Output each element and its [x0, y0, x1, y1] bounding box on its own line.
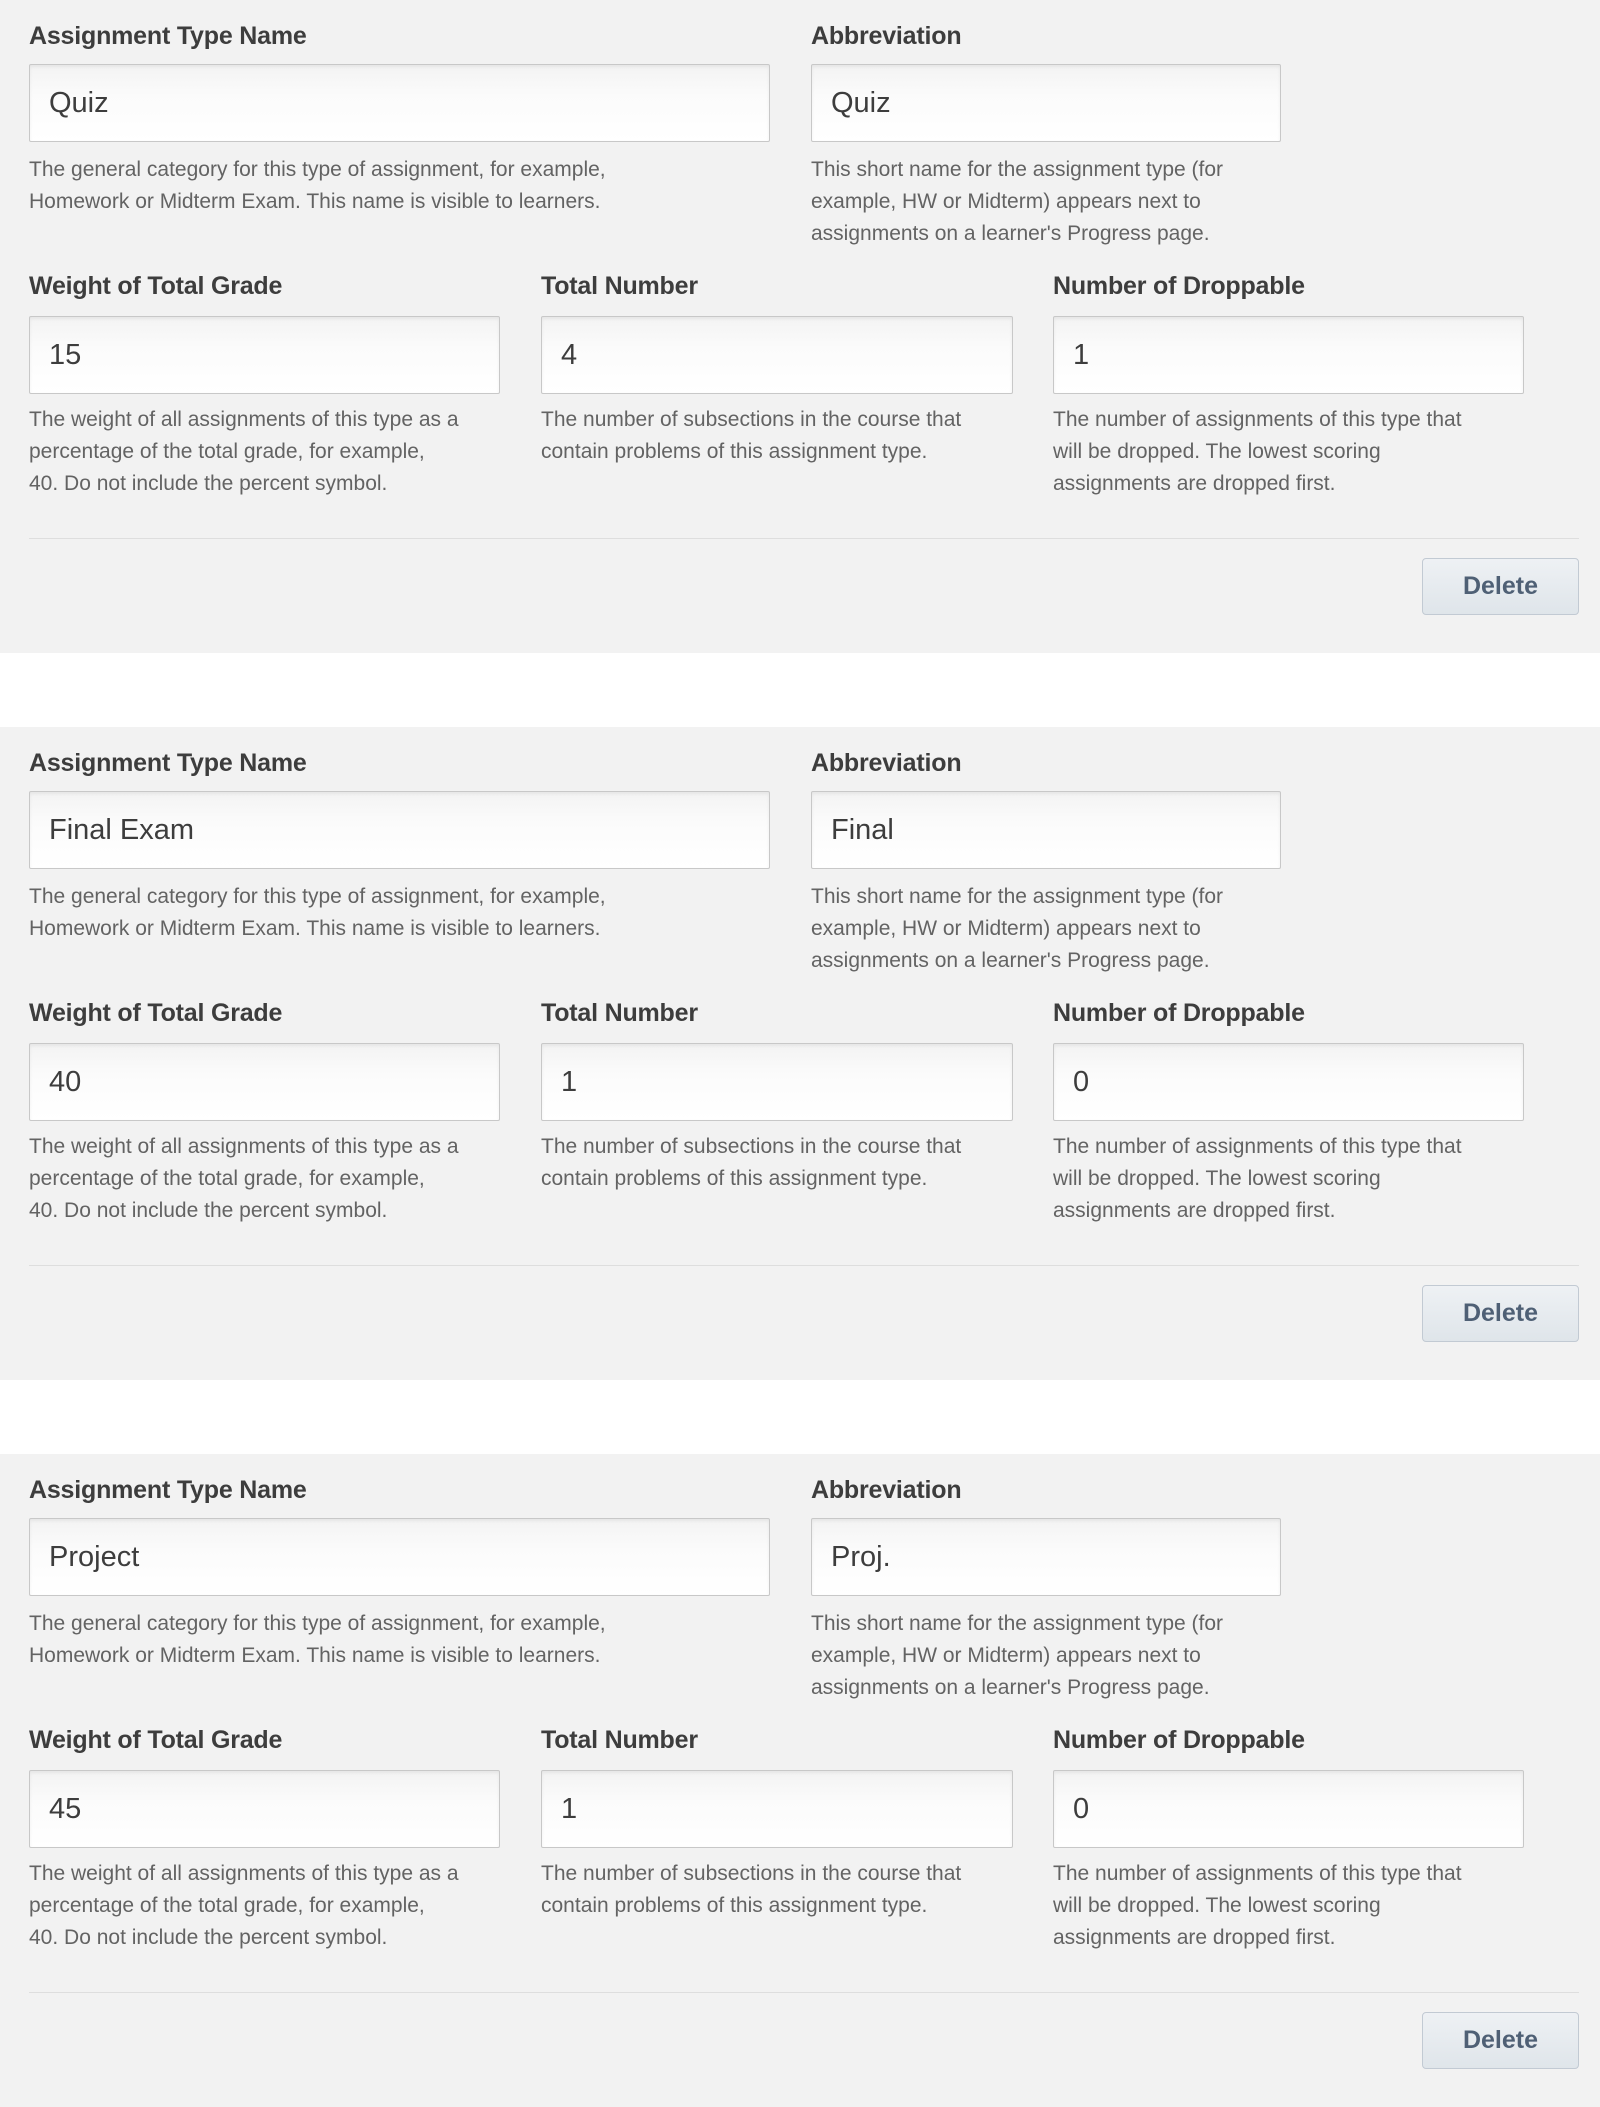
help-line: example, HW or Midterm) appears next to: [811, 1644, 1201, 1667]
abbreviation-label: Abbreviation: [811, 22, 962, 50]
help-line: will be dropped. The lowest scoring: [1053, 440, 1381, 463]
total-number-label: Total Number: [541, 999, 698, 1027]
weight-help: [29, 404, 459, 500]
droppable-label: Number of Droppable: [1053, 999, 1305, 1027]
help-line: example, HW or Midterm) appears next to: [811, 917, 1201, 940]
help-line: The general category for this type of assignment, for example,: [29, 158, 606, 181]
droppable-help: [1053, 1858, 1462, 1954]
weight-label: Weight of Total Grade: [29, 999, 283, 1027]
droppable-label: Number of Droppable: [1053, 1726, 1305, 1754]
weight-label: Weight of Total Grade: [29, 1726, 283, 1754]
help-line: 40. Do not include the percent symbol.: [29, 472, 388, 495]
weight-help: [29, 1858, 459, 1954]
abbreviation-help: [811, 1608, 1223, 1704]
help-line: The number of assignments of this type that: [1053, 1135, 1462, 1158]
help-line: 40. Do not include the percent symbol.: [29, 1926, 388, 1949]
abbreviation-label: Abbreviation: [811, 749, 962, 777]
assignment-type-section: [0, 1454, 1600, 2107]
abbreviation-label: Abbreviation: [811, 1476, 962, 1504]
help-line: contain problems of this assignment type.: [541, 1167, 928, 1190]
help-line: assignments on a learner's Progress page.: [811, 1676, 1210, 1699]
weight-input[interactable]: 40: [29, 1043, 500, 1121]
delete-button[interactable]: Delete: [1422, 558, 1579, 615]
assignment-type-name-label: Assignment Type Name: [29, 749, 307, 777]
divider: [29, 1992, 1579, 1993]
assignment-type-name-input[interactable]: Quiz: [29, 64, 770, 142]
divider: [29, 1265, 1579, 1266]
weight-help: [29, 1131, 459, 1227]
total-number-help: [541, 404, 961, 468]
help-line: 40. Do not include the percent symbol.: [29, 1199, 388, 1222]
help-line: percentage of the total grade, for example,: [29, 440, 425, 463]
delete-button[interactable]: Delete: [1422, 2012, 1579, 2069]
help-line: The number of subsections in the course that: [541, 1862, 962, 1885]
total-number-label: Total Number: [541, 272, 698, 300]
help-line: This short name for the assignment type (for: [811, 1612, 1224, 1635]
help-line: The general category for this type of assignment, for example,: [29, 1612, 606, 1635]
total-number-label: Total Number: [541, 1726, 698, 1754]
help-line: This short name for the assignment type (for: [811, 885, 1224, 908]
abbreviation-input[interactable]: Proj.: [811, 1518, 1281, 1596]
total-number-help: [541, 1131, 961, 1195]
droppable-input[interactable]: 0: [1053, 1043, 1524, 1121]
help-line: The number of assignments of this type that: [1053, 408, 1462, 431]
help-line: assignments are dropped first.: [1053, 472, 1336, 495]
assignment-type-name-help: [29, 1608, 606, 1672]
weight-input[interactable]: 45: [29, 1770, 500, 1848]
assignment-type-name-input[interactable]: Project: [29, 1518, 770, 1596]
assignment-type-name-input[interactable]: Final Exam: [29, 791, 770, 869]
help-line: The weight of all assignments of this type as a: [29, 1862, 459, 1885]
total-number-input[interactable]: 1: [541, 1043, 1013, 1121]
help-line: Homework or Midterm Exam. This name is visible to learners.: [29, 917, 601, 940]
abbreviation-input[interactable]: Quiz: [811, 64, 1281, 142]
help-line: example, HW or Midterm) appears next to: [811, 190, 1201, 213]
help-line: percentage of the total grade, for example,: [29, 1894, 425, 1917]
assignment-type-section: [0, 727, 1600, 1380]
help-line: The number of assignments of this type that: [1053, 1862, 1462, 1885]
help-line: The number of subsections in the course that: [541, 1135, 962, 1158]
abbreviation-help: [811, 154, 1223, 250]
help-line: percentage of the total grade, for example,: [29, 1167, 425, 1190]
droppable-input[interactable]: 1: [1053, 316, 1524, 394]
droppable-help: [1053, 1131, 1462, 1227]
total-number-input[interactable]: 4: [541, 316, 1013, 394]
help-line: The number of subsections in the course that: [541, 408, 962, 431]
total-number-help: [541, 1858, 961, 1922]
divider: [29, 538, 1579, 539]
assignment-type-name-label: Assignment Type Name: [29, 1476, 307, 1504]
help-line: The weight of all assignments of this type as a: [29, 408, 459, 431]
help-line: assignments on a learner's Progress page.: [811, 222, 1210, 245]
help-line: Homework or Midterm Exam. This name is visible to learners.: [29, 1644, 601, 1667]
assignment-type-section: [0, 0, 1600, 653]
weight-label: Weight of Total Grade: [29, 272, 283, 300]
weight-input[interactable]: 15: [29, 316, 500, 394]
assignment-type-name-help: [29, 881, 606, 945]
droppable-label: Number of Droppable: [1053, 272, 1305, 300]
droppable-input[interactable]: 0: [1053, 1770, 1524, 1848]
total-number-input[interactable]: 1: [541, 1770, 1013, 1848]
help-line: will be dropped. The lowest scoring: [1053, 1167, 1381, 1190]
help-line: assignments on a learner's Progress page.: [811, 949, 1210, 972]
help-line: will be dropped. The lowest scoring: [1053, 1894, 1381, 1917]
delete-button[interactable]: Delete: [1422, 1285, 1579, 1342]
droppable-help: [1053, 404, 1462, 500]
abbreviation-help: [811, 881, 1223, 977]
help-line: This short name for the assignment type (for: [811, 158, 1224, 181]
help-line: assignments are dropped first.: [1053, 1926, 1336, 1949]
help-line: The weight of all assignments of this type as a: [29, 1135, 459, 1158]
help-line: The general category for this type of assignment, for example,: [29, 885, 606, 908]
assignment-type-name-label: Assignment Type Name: [29, 22, 307, 50]
help-line: contain problems of this assignment type.: [541, 440, 928, 463]
help-line: contain problems of this assignment type.: [541, 1894, 928, 1917]
help-line: Homework or Midterm Exam. This name is visible to learners.: [29, 190, 601, 213]
help-line: assignments are dropped first.: [1053, 1199, 1336, 1222]
abbreviation-input[interactable]: Final: [811, 791, 1281, 869]
assignment-type-name-help: [29, 154, 606, 218]
